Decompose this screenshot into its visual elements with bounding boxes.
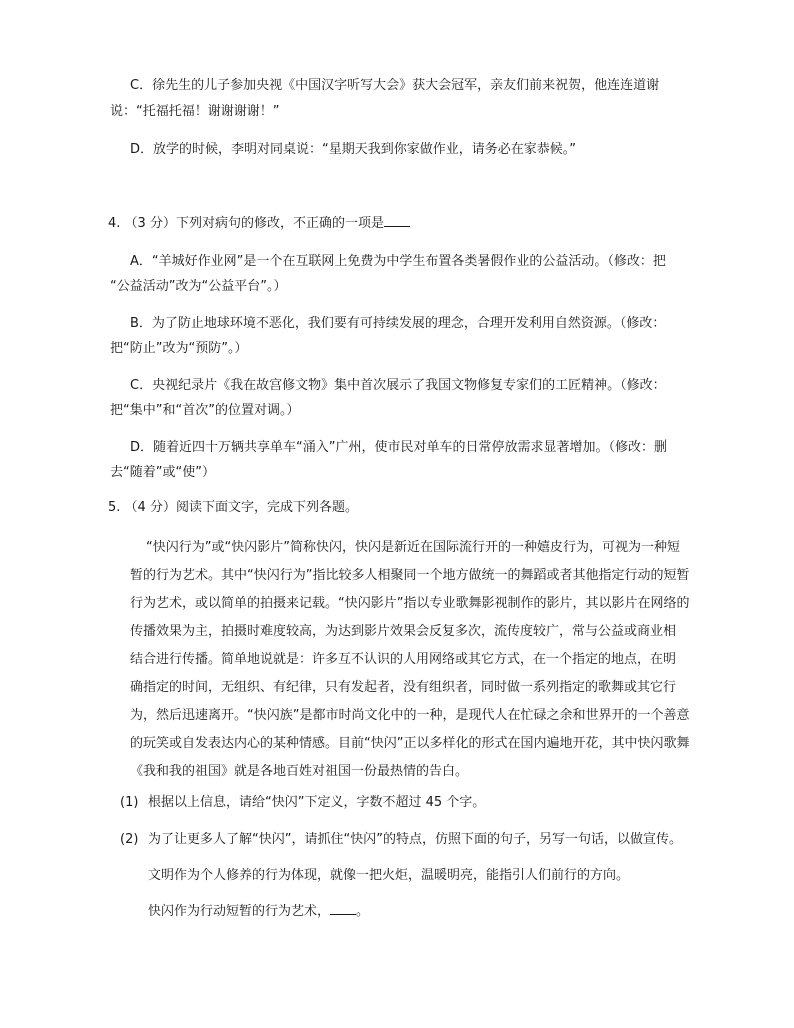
passage-line: 暂的行为艺术。其中“快闪行为”指比较多人相聚同一个地方做统一的舞蹈或者其他指定行动的短暂: [130, 568, 690, 583]
q4-option-c-line1: C．央视纪录片《我在故宫修文物》集中首次展示了我国文物修复专家们的工匠精神。（修改：: [130, 378, 666, 393]
q5-sub1-text: 根据以上信息，请给“快闪”下定义，字数不超过 45 个字。: [148, 795, 486, 810]
prompt-text: 快闪作为行动短暂的行为艺术，: [148, 904, 331, 919]
q4-option-d-line2: 去“随着”或“使”）: [110, 465, 215, 480]
q5-heading: 5. （4 分）阅读下面文字，完成下列各题。: [108, 500, 358, 515]
q4-option-d-line1: D．随着近四十万辆共享单车“涌入”广州，使市民对单车的日常停放需求显著增加。（修改：删: [130, 440, 667, 455]
passage-line: 传播效果为主，拍摄时难度较高，为达到影片效果会反复多次，流传度较广，常与公益或商业相: [130, 624, 677, 639]
passage-line: 为，然后迅速离开。“快闪族”是都市时尚文化中的一种，是现代人在忙碌之余和世界开的一个善意: [130, 708, 690, 723]
q5-sub2-number: (2): [120, 832, 139, 847]
answer-blank: [384, 214, 410, 227]
passage-line: 行为艺术，或以简单的拍摄来记载。“快闪影片”指以专业歌舞影视制作的影片，其以影片在网络的: [130, 596, 690, 611]
q4-option-b-line2: 把“防止”改为“预防”。）: [110, 341, 248, 356]
q4-option-a-line2: “公益活动”改为“公益平台”。）: [110, 279, 287, 294]
q4-heading: [108, 214, 410, 234]
prompt-end: 。: [356, 904, 370, 919]
q5-sub2-text: 为了让更多人了解“快闪”，请抓住“快闪”的特点，仿照下面的句子，另写一句话，以做宣传。: [148, 832, 682, 847]
passage-line: 确指定的时间，无组织、有纪律，只有发起者，没有组织者，同时做一系列指定的歌舞或其它行: [130, 680, 677, 695]
q4-option-a-line1: A．“羊城好作业网”是一个在互联网上免费为中学生布置各类暑假作业的公益活动。（修改：把: [130, 254, 666, 269]
q3-option-c-line1: C．徐先生的儿子参加央视《中国汉字听写大会》获大会冠军，亲友们前来祝贺，他连连道谢: [130, 78, 660, 93]
q4-option-b-line1: B．为了防止地球环境不恶化，我们要有可持续发展的理念，合理开发利用自然资源。（修改：: [130, 316, 666, 331]
q4-heading-text: 4. （3 分）下列对病句的修改，不正确的一项是: [108, 216, 384, 231]
passage-line: 《我和我的祖国》就是各地百姓对祖国一份最热情的告白。: [130, 764, 469, 779]
passage-line: 的玩笑或自发表达内心的某种情感。目前“快闪”正以多样化的形式在国内遍地开花，其中快闪歌舞: [130, 736, 690, 751]
q5-example-sentence: 文明作为个人修养的行为体现，就像一把火炬，温暖明亮，能指引人们前行的方向。: [148, 868, 630, 883]
q5-answer-prompt: [148, 902, 369, 922]
q5-passage: [130, 538, 700, 782]
q3-option-d: D．放学的时候，李明对同桌说：“星期天我到你家做作业，请务必在家恭候。”: [130, 142, 576, 157]
passage-line: “快闪行为”或“快闪影片”简称快闪，快闪是新近在国际流行开的一种嬉皮行为，可视为一种短: [146, 540, 680, 555]
q5-sub1-number: (1): [120, 795, 139, 810]
answer-blank: [330, 902, 356, 915]
q3-option-c-line2: 说：“托福托福！谢谢谢谢！”: [110, 104, 280, 119]
q4-option-c-line2: 把“集中”和“首次”的位置对调。）: [110, 403, 300, 418]
passage-line: 结合进行传播。简单地说就是：许多互不认识的人用网络或其它方式，在一个指定的地点，在明: [130, 652, 677, 667]
